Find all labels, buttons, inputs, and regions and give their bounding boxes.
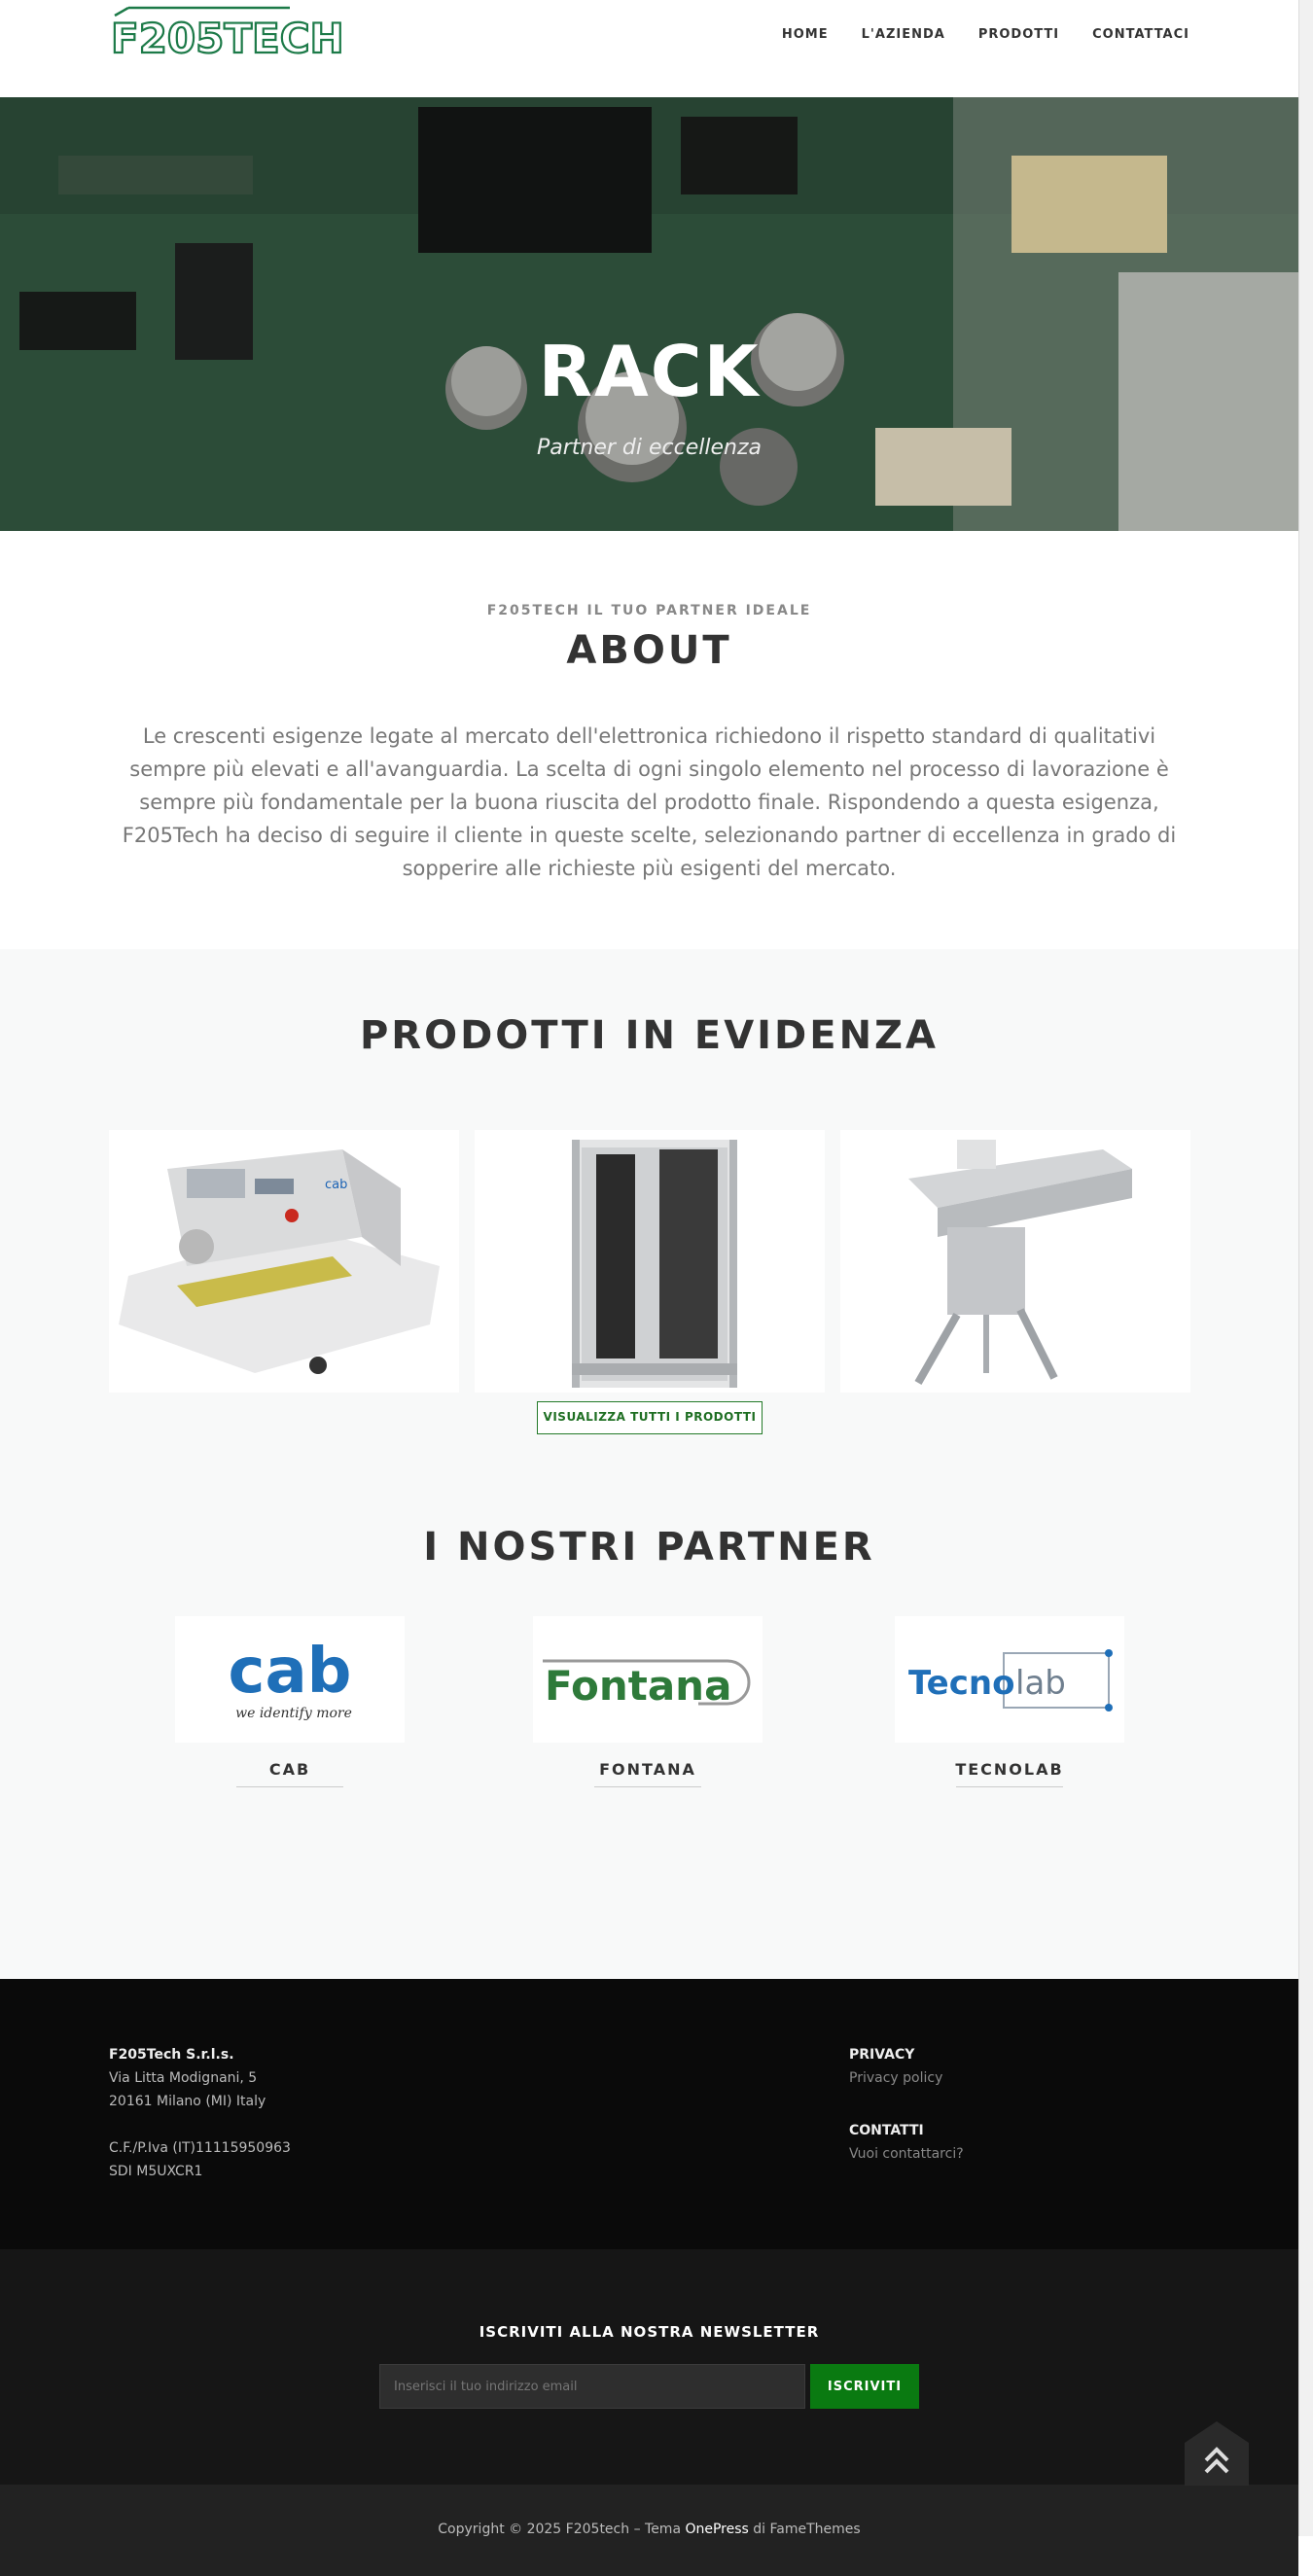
about-title: ABOUT [566,628,732,673]
tecnolab-logo-text-b: lab [1015,1664,1066,1703]
tecnolab-logo-text-a: Tecno [908,1664,1015,1703]
newsletter-section [0,2249,1298,2485]
cab-logo-card [175,1616,405,1743]
footer-vat: C.F./P.Iva (IT)11115950963 [109,2140,291,2156]
theme-link[interactable]: OnePress [685,2522,749,2537]
partner-fontana[interactable] [533,1616,763,1787]
scrollbar[interactable] [1298,0,1313,2536]
partners-title: I NOSTRI PARTNER [423,1525,875,1570]
nav-home[interactable]: HOME [781,27,829,42]
partners-section [0,1494,1298,1979]
footer-city: 20161 Milano (MI) Italy [109,2094,266,2109]
newsletter-subscribe-button[interactable]: ISCRIVITI [810,2364,919,2409]
partner-cab[interactable] [175,1616,405,1787]
tecnolab-logo-card [895,1616,1124,1743]
about-section [0,531,1298,949]
cab-logo-text: cab [228,1636,352,1708]
hero-title: RACK [538,331,761,412]
partner-underline [956,1786,1063,1787]
featured-products-section [0,949,1298,1494]
nav-azienda[interactable]: L'AZIENDA [861,27,945,42]
privacy-policy-link[interactable]: Privacy policy [849,2070,943,2086]
theme-author: FameThemes [769,2522,861,2537]
logo-text: F205TECH [111,15,344,62]
fontana-logo-card [533,1616,763,1743]
footer-company: F205Tech S.r.l.s. [109,2047,234,2063]
footer-sdi: SDI M5UXCR1 [109,2164,203,2179]
site-header [0,0,1298,97]
partner-name-fontana: FONTANA [599,1760,696,1779]
product-card-magazine-rack[interactable] [475,1130,825,1393]
nav-contattaci[interactable]: CONTATTACI [1092,27,1189,42]
partner-tecnolab[interactable] [895,1616,1124,1787]
about-kicker: F205TECH IL TUO PARTNER IDEALE [486,603,812,618]
tecnolab-logo [895,1616,1124,1743]
contact-link[interactable]: Vuoi contattarci? [849,2146,964,2162]
partner-underline [236,1786,343,1787]
product-card-conveyor[interactable] [840,1130,1190,1393]
copyright-text [0,2522,1298,2537]
fontana-logo [533,1616,763,1743]
footer-privacy-heading: PRIVACY [849,2047,915,2063]
fontana-logo-text: Fontana [545,1662,732,1710]
about-text: Le crescenti esigenze legate al mercato dell'elettronica richiedono il rispetto standard di qualitativi sempre più elevati e all'avanguardia. La scelta di ogni singolo elemento nel processo di lavorazione è sempre più fondamentale per la buona riuscita del prodotto finale. Rispondendo a questa esigenza, F205Tech ha deciso di seguire il cliente in queste scelte, selezionando partner di eccellenza in grado di sopperire alle richieste più esigenti del mercato. [122,724,1177,880]
partner-name-tecnolab: TECNOLAB [955,1760,1064,1779]
product-card-pcb-separator[interactable] [109,1130,459,1393]
footer-street: Via Litta Modignani, 5 [109,2070,258,2086]
footer-contacts-widget [849,2119,964,2166]
cab-tagline: we identify more [235,1706,352,1721]
footer-privacy-widget [849,2043,942,2090]
circuit-board-image [0,97,1298,531]
newsletter-title: ISCRIVITI ALLA NOSTRA NEWSLETTER [479,2323,820,2341]
featured-title: PRODOTTI IN EVIDENZA [359,1013,940,1058]
conveyor-image [840,1130,1190,1393]
copyright-bar [0,2485,1298,2576]
product-badge: cab [325,1178,348,1192]
nav-prodotti[interactable]: PRODOTTI [977,27,1060,42]
back-to-top-button[interactable] [1181,2417,1253,2489]
footer-contacts-heading: CONTATTI [849,2123,924,2138]
partner-name-cab: CAB [268,1760,311,1779]
copyright-middle: di [748,2522,770,2537]
hero-subtitle: Partner di eccellenza [537,436,762,460]
main-nav [782,27,1189,42]
footer-address [109,2043,291,2183]
newsletter-email-input[interactable] [379,2364,805,2409]
copyright-prefix: Copyright © 2025 F205tech – Tema [438,2522,686,2537]
pcb-separator-image [109,1130,459,1393]
view-all-products-button[interactable]: VISUALIZZA TUTTI I PRODOTTI [537,1401,763,1434]
cab-logo [175,1616,405,1743]
partner-underline [594,1786,701,1787]
f205tech-logo[interactable] [109,2,344,64]
magazine-rack-image [475,1130,825,1393]
site-footer [0,1979,1298,2249]
hero-banner [0,97,1298,531]
